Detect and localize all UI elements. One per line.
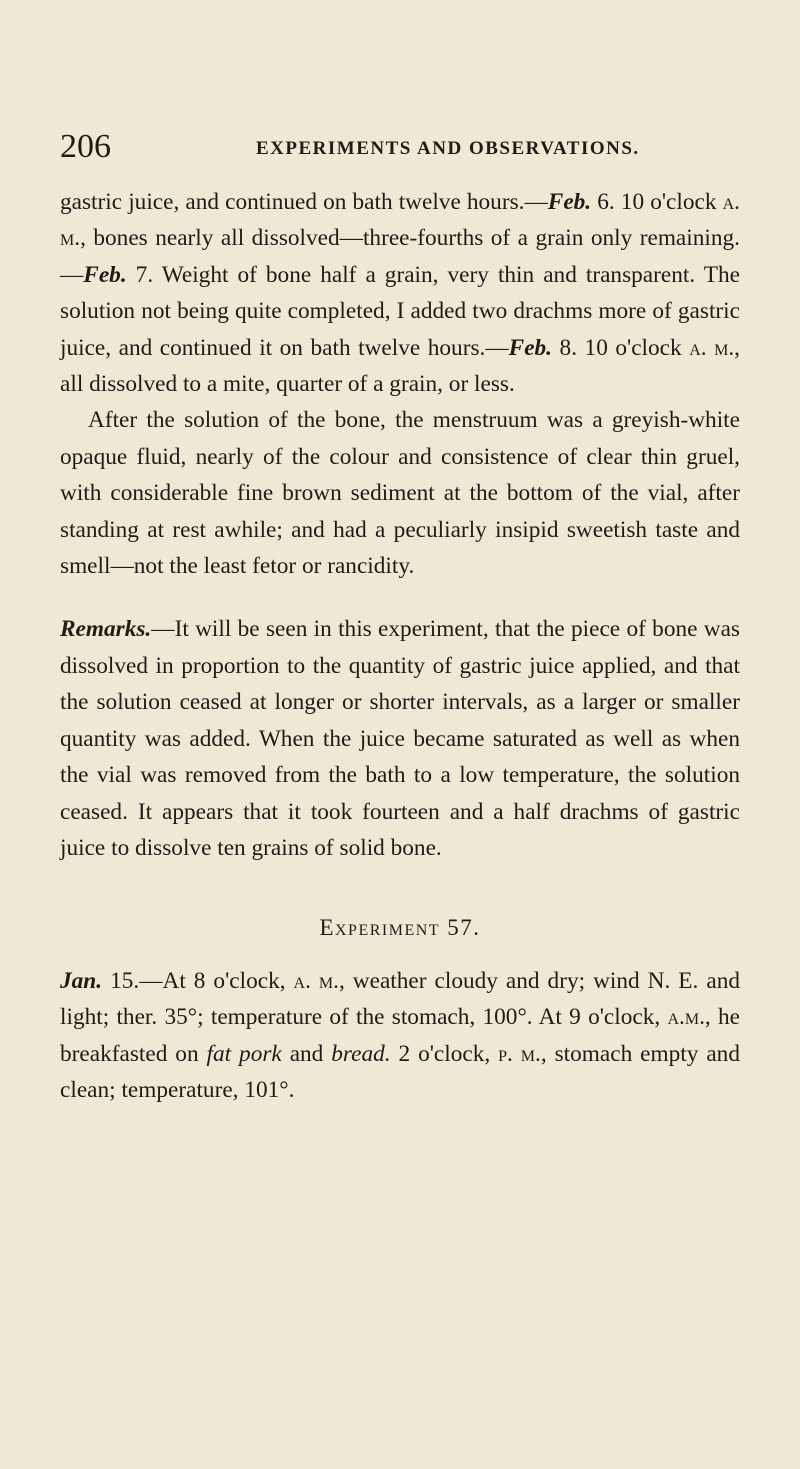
running-head: EXPERIMENTS AND OBSERVATIONS. [256,138,640,159]
page-number: 206 [60,128,111,165]
date-feb-8: Feb. [508,334,553,361]
paragraph-experiment: Jan. 15.—At 8 o'clock, a. m., weather cloudy and dry; wind N. E. and light; ther. 35°; temperature of the stomach, 100°. At 9 o'clock, a.m., he breakfasted on fat pork and bread. 2 o'clock, p. m., stomach empty and clean; temperature, 101°. [60,967,740,1103]
remarks-label: Remarks. [60,616,152,643]
paragraph-menstruum: After the solution of the bone, the menstruum was a greyish-white opaque fluid, nearly of the colour and consistence of clear thin gruel, with considerable fine brown sediment at the bottom of the vial, after standing at rest awhile; and had a peculiarly insipid sweetish taste and smell—not the least fetor or rancidity. [60,407,740,580]
food-bread: bread. [331,1040,391,1067]
paragraph-continued: gastric juice, and continued on bath twelve hours.—Feb. 6. 10 o'clock a. m., bones nearly all dissolved—three-fourths of a grain only remaining.—Feb. 7. Weight of bone half a grain, very thin and transparent. The solution not being quite completed, I added two drachms more of gastric juice, and continued it on bath twelve hours.—Feb. 8. 10 o'clock a. m., all dissolved to a mite, quarter of a grain, or less. [60,189,740,398]
date-feb-7: Feb. [83,261,127,288]
experiment-heading: Experiment 57. [319,915,481,941]
page-header [60,128,740,168]
date-jan: Jan. [60,967,103,994]
page-body [60,184,740,1108]
food-fat-pork: fat pork [206,1040,282,1067]
date-feb-6: Feb. [547,189,592,215]
paragraph-remarks: Remarks.—It will be seen in this experiment, that the piece of bone was dissolved in proportion to the quantity of gastric juice applied, and that the solution ceased at longer or shorter intervals, as a larger or smaller quantity was added. When the juice became saturated as well as when the vial was removed from the bath to a low temperature, the solution ceased. It appears that it took fourteen and a half drachms of gastric juice to dissolve ten grains of solid bone. [60,616,740,861]
